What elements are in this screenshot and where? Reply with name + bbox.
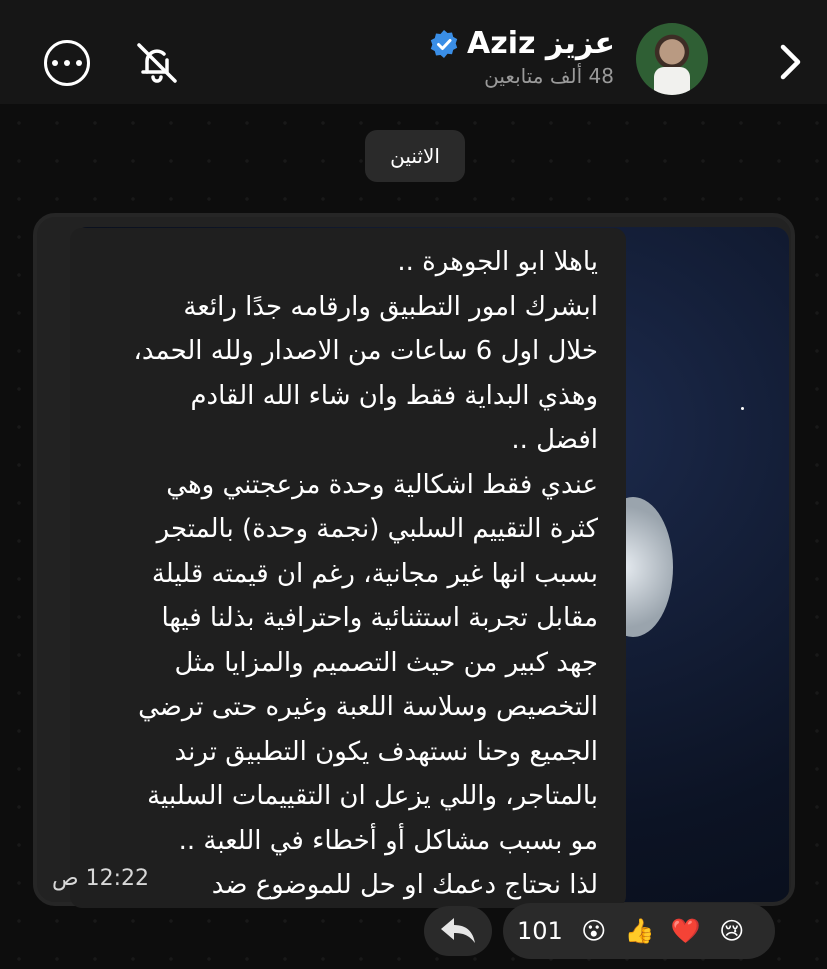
dot [52, 60, 58, 66]
reaction-surprised[interactable]: 😮 [581, 917, 607, 945]
bell-muted-icon[interactable] [132, 38, 182, 88]
contact-name-row[interactable] [429, 26, 615, 61]
message-line: افضل .. [511, 425, 598, 455]
contact-name: Aziz عزيز [467, 26, 615, 61]
message-line: ابشرك امور التطبيق وارقامه جدًا رائعة [183, 291, 598, 322]
reaction-heart[interactable]: ❤️ [670, 917, 701, 945]
reply-button[interactable] [424, 906, 492, 956]
message-bubble[interactable] [70, 228, 626, 908]
more-options-button[interactable] [44, 40, 90, 86]
message-line: مو بسبب مشاكل أو أخطاء في اللعبة .. [178, 825, 598, 856]
reactions-bar[interactable] [503, 903, 775, 959]
message-line: ياهلا ابو الجوهرة .. [397, 247, 598, 277]
verified-badge-icon [429, 29, 459, 59]
reaction-crying[interactable]: 😢 [719, 917, 745, 945]
star [741, 407, 744, 410]
dot [76, 60, 82, 66]
followers-count: 48 ألف متابعين [484, 64, 614, 88]
reaction-thumbs-up[interactable]: 👍 [624, 917, 655, 945]
dot [64, 60, 70, 66]
message-line: خلال اول 6 ساعات من الاصدار ولله الحمد، [133, 336, 598, 366]
message-line: بسبب انها غير مجانية، رغم ان قيمته قليلة [151, 558, 598, 589]
message-line: جهد كبير من حيث التصميم والمزايا مثل [174, 647, 598, 678]
message-line: الجميع وحنا نستهدف يكون التطبيق ترند [174, 736, 598, 767]
message-line: عندي فقط اشكالية وحدة مزعجتني وهي [166, 469, 598, 500]
message-text [84, 240, 598, 908]
message-line: مقابل تجربة استثنائية واحترافية بذلنا فيها [161, 603, 598, 633]
avatar[interactable] [636, 23, 708, 95]
message-line: بالمتاجر، واللي يزعل ان التقييمات السلبية [147, 781, 598, 811]
message-line: كثرة التقييم السلبي (نجمة وحدة) بالمتجر [156, 514, 598, 544]
date-chip: الاثنين [365, 130, 465, 182]
chat-header [0, 0, 827, 104]
message-time: 12:22 ص [52, 866, 149, 891]
reply-arrow-icon [439, 916, 477, 946]
chevron-right-icon[interactable] [772, 40, 808, 84]
message-line: التخصيص وسلاسة اللعبة وغيره حتى ترضي [138, 692, 598, 722]
message-line: لذا نحتاج دعمك او حل للموضوع ضد [211, 870, 598, 900]
reaction-count: 101 [517, 917, 563, 945]
message-line: وهذي البداية فقط وان شاء الله القادم [190, 380, 598, 411]
